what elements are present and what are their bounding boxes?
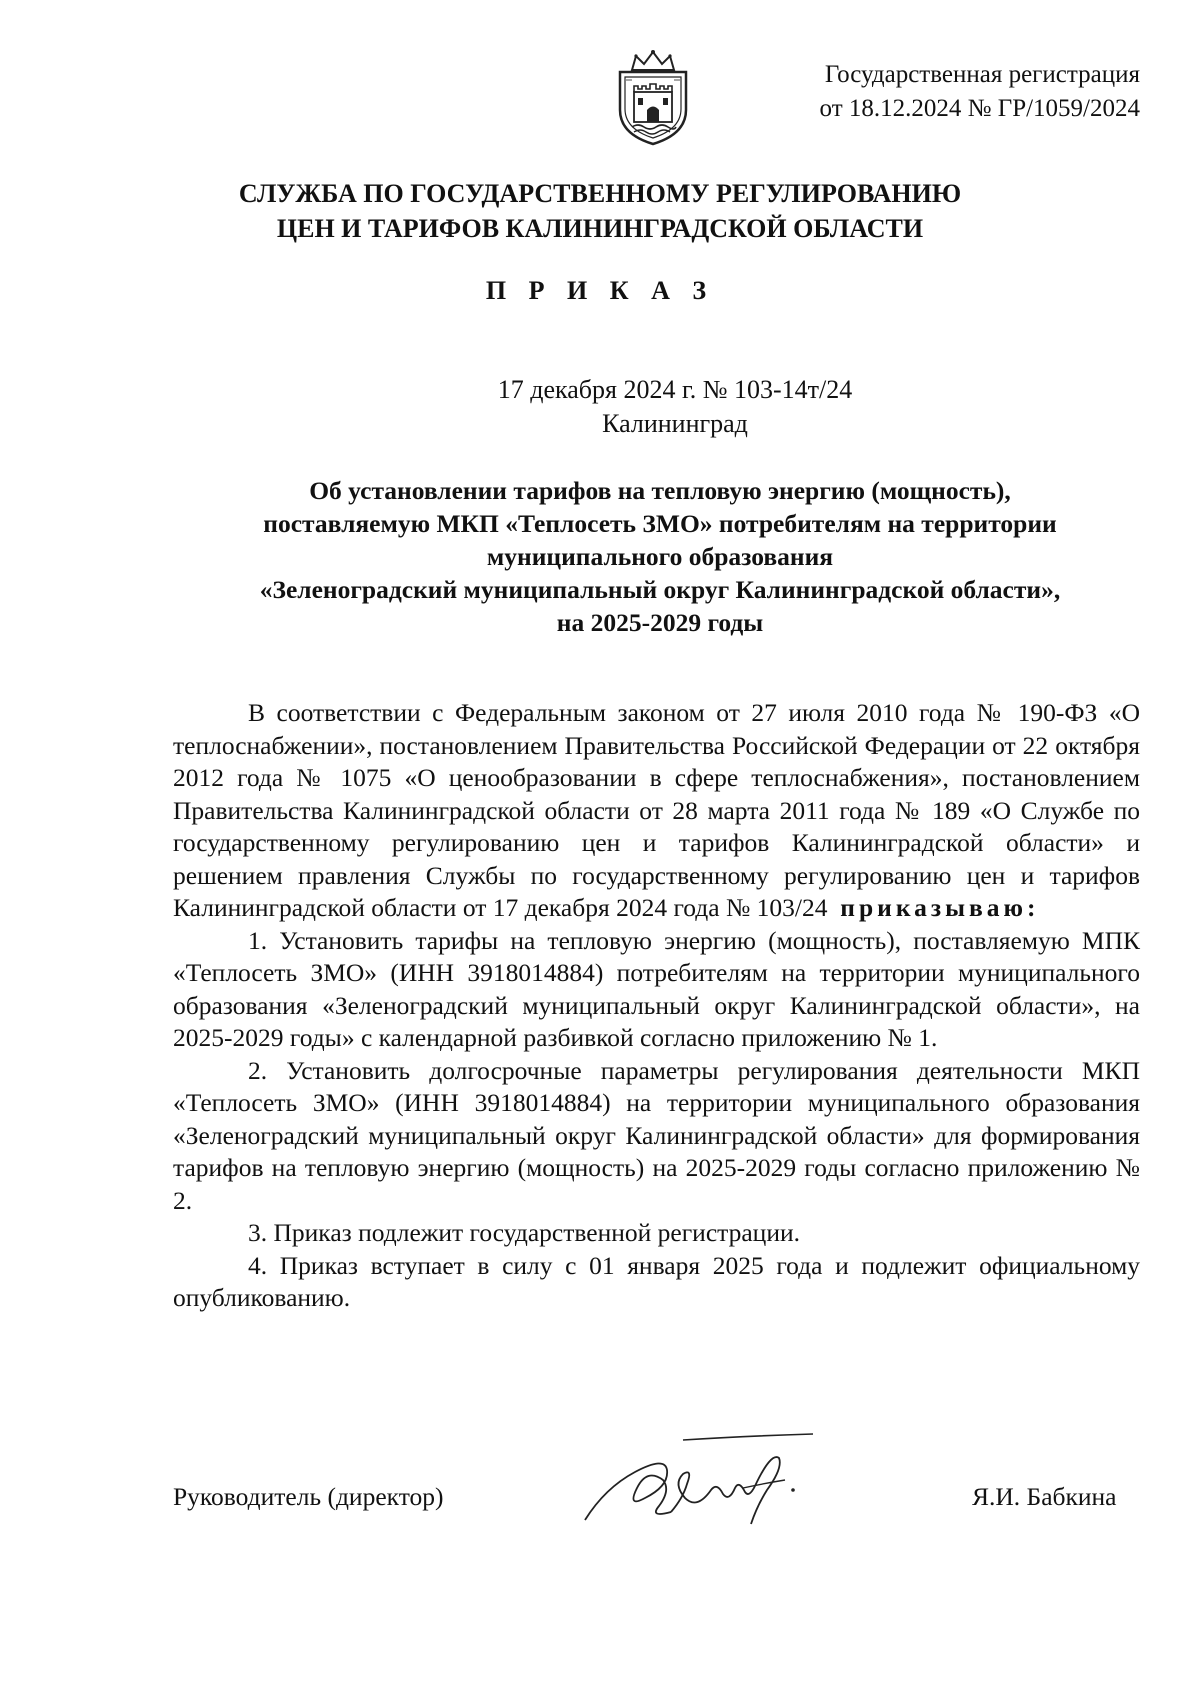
- document-type-title: П Р И К А З: [485, 276, 715, 305]
- registration-label: Государственная регистрация: [824, 61, 1140, 88]
- order-item-4: 4. Приказ вступает в силу с 01 января 2025 года и подлежит официальному опубликованию.: [173, 1250, 1140, 1312]
- signatory-name: Я.И. Бабкина: [972, 1482, 1117, 1511]
- order-item-1: 1. Установить тарифы на тепловую энергию (мощность), поставляемую МПК «Теплосеть ЗМО» (ИНН 3918014884) потребителям на территории муниципального образования «Зеленоградский муниципальный округ Калининградской области», на 2025-2029 годы» с календарной разбивкой согласно приложению № 1.: [173, 925, 1140, 1052]
- order-date-number: 17 декабря 2024 г. № 103-14т/24: [497, 375, 853, 404]
- registration-number: от 18.12.2024 № ГР/1059/2024: [819, 95, 1140, 122]
- order-body: [173, 697, 1140, 1315]
- order-subject-heading: [130, 474, 1190, 639]
- order-place: Калининград: [602, 409, 748, 438]
- signature-icon: [575, 1428, 835, 1538]
- subject-line: на 2025-2029 годы: [556, 608, 764, 637]
- state-registration: [760, 58, 1140, 126]
- coat-of-arms-icon: [612, 48, 694, 148]
- signatory-position: Руководитель (директор): [173, 1482, 444, 1511]
- subject-line: поставляемую МКП «Теплосеть ЗМО» потребителям на территории: [263, 509, 1057, 538]
- agency-name-line2: ЦЕН И ТАРИФОВ КАЛИНИНГРАДСКОЙ ОБЛАСТИ: [276, 214, 924, 243]
- agency-name: [100, 176, 1100, 246]
- order-item-3: 3. Приказ подлежит государственной регистрации.: [248, 1218, 800, 1247]
- order-date-and-place: [300, 373, 1050, 441]
- preamble-paragraph: [173, 697, 1140, 925]
- agency-name-line1: СЛУЖБА ПО ГОСУДАРСТВЕННОМУ РЕГУЛИРОВАНИЮ: [238, 179, 962, 208]
- order-item-2: 2. Установить долгосрочные параметры регулирования деятельности МКП «Теплосеть ЗМО» (ИНН 3918014884) на территории муниципального образования «Зеленоградский муниципальный округ Калининградской области» для формирования тарифов на тепловую энергию (мощность) на 2025-2029 годы согласно приложению № 2.: [173, 1055, 1140, 1215]
- preamble-keyword: приказываю:: [840, 893, 1040, 922]
- preamble-text: В соответствии с Федеральным законом от 27 июля 2010 года № 190-ФЗ «О теплоснабжении», постановлением Правительства Российской Федерации от 22 октября 2012 года № 1075 «О ценообразовании в сфере теплоснабжения», постановлением Правительства Калининградской области от 28 марта 2011 года № 189 «О Службе по государственному регулированию цен и тарифов Калининградской области» и решением правления Службы по государственному регулированию цен и тарифов Калининградской области от 17 декабря 2024 года № 103/24: [173, 698, 1140, 922]
- subject-line: муниципального образования: [486, 542, 834, 571]
- subject-line: «Зеленоградский муниципальный округ Калининградской области»,: [259, 575, 1061, 604]
- subject-line: Об установлении тарифов на тепловую энергию (мощность),: [309, 476, 1011, 505]
